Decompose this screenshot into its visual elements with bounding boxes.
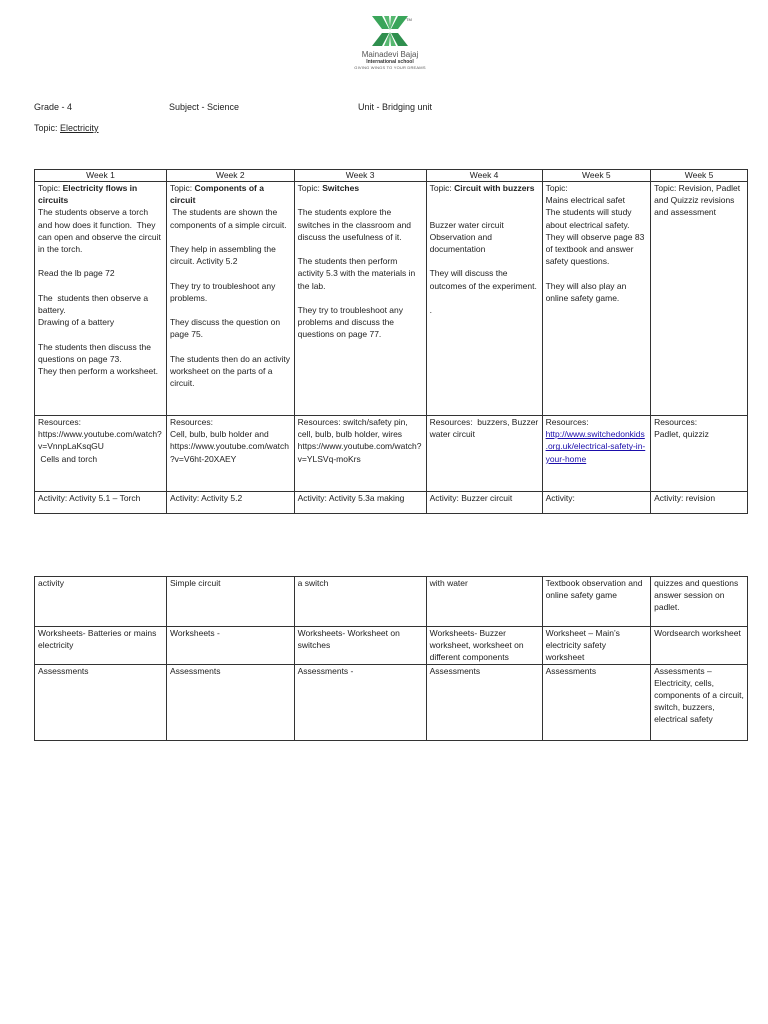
topic-note: Drawing of a battery xyxy=(38,317,115,328)
topic-prefix: Topic: xyxy=(38,183,63,193)
resources-cell xyxy=(294,416,426,492)
topic-cell xyxy=(35,182,167,416)
topic-note xyxy=(170,231,291,243)
topic-description: The students are shown the components of a simple circuit. xyxy=(169,207,287,230)
week-header: Week 2 xyxy=(166,170,294,182)
trademark-mark: TM xyxy=(406,17,412,22)
topic-cell xyxy=(651,182,748,416)
resource-line: Resources: switch/safety pin, cell, bulb, bulb holder, wires https://www.youtube.com/watch?v=YLSVq-moKrs xyxy=(297,417,422,464)
topic-note: They will discuss the outcomes of the experiment. xyxy=(429,268,537,291)
topic-note xyxy=(170,267,291,279)
school-tagline: GIVING WINGS TO YOUR DREAMS xyxy=(354,65,426,70)
topic-prefix: Topic: xyxy=(297,183,323,193)
butterfly-logo-icon xyxy=(370,14,410,48)
resource-line: Cell, bulb, bulb holder and https://www.youtube.com/watch?v=V6ht-20XAEY xyxy=(169,429,290,464)
table-cell: Assessments - xyxy=(294,664,426,740)
topic-prefix: Topic: xyxy=(545,183,568,193)
grade-label: Grade - 4 xyxy=(34,102,73,112)
table-cell: Textbook observation and online safety game xyxy=(542,577,651,627)
weekly-plan-table-continued xyxy=(34,576,748,741)
topic-cell xyxy=(294,182,426,416)
topic-note xyxy=(38,280,163,292)
topic-cell xyxy=(166,182,294,416)
table-cell: with water xyxy=(426,577,542,627)
table-cell: Worksheet – Main’s electricity safety worksheet xyxy=(542,627,651,665)
topic-line xyxy=(34,123,99,133)
topic-note: Buzzer water circuit xyxy=(429,219,504,230)
resource-line: https://www.youtube.com/watch?v=VnnpLaKsqGU xyxy=(38,429,162,452)
topic-heading xyxy=(298,182,423,194)
topic-note: The students then do an activity worksheet on the parts of a circuit. xyxy=(169,353,293,389)
table-cell: Simple circuit xyxy=(166,577,294,627)
activity-cell: Activity: revision xyxy=(651,492,748,514)
resources-cell xyxy=(542,416,651,492)
topic-note xyxy=(430,206,539,218)
activity-cell: Activity: xyxy=(542,492,651,514)
resources-row xyxy=(35,416,748,492)
resource-line: Resources: xyxy=(38,417,81,427)
topic-prefix: Topic: Revision, Padlet and Quizziz revisions and assessment xyxy=(654,183,743,218)
topic-title: Switches xyxy=(322,183,360,193)
resource-line: Padlet, quizziz xyxy=(654,429,709,440)
table-cell: quizzes and questions answer session on padlet. xyxy=(651,577,748,627)
resources-cell xyxy=(35,416,167,492)
topic-note xyxy=(430,194,539,206)
topic-note: Observation and documentation xyxy=(429,231,495,254)
table-cell: Assessments xyxy=(35,664,167,740)
topic-note: The students then perform activity 5.3 with the materials in the lab. xyxy=(297,256,418,291)
topic-description: Mains electrical safet xyxy=(545,195,625,206)
table-cell: a switch xyxy=(294,577,426,627)
activity-cell: Activity: Buzzer circuit xyxy=(426,492,542,514)
topic-heading xyxy=(430,182,539,194)
weekly-plan-table xyxy=(34,169,748,514)
topic-note: . xyxy=(429,304,432,315)
topic-note: They help in assembling the circuit. Activity 5.2 xyxy=(169,244,279,267)
topic-cell xyxy=(426,182,542,416)
topic-note xyxy=(298,243,423,255)
resources-cell xyxy=(426,416,542,492)
table-cell: Worksheets- Buzzer worksheet, worksheet on different components xyxy=(426,627,542,665)
topic-value: Electricity xyxy=(60,123,99,133)
topic-note xyxy=(298,194,423,206)
activity-continued-row xyxy=(35,577,748,627)
topic-title: Circuit with buzzers xyxy=(454,183,535,193)
topic-note: The students then discuss the questions on page 73. xyxy=(38,341,154,364)
week-header: Week 5 xyxy=(542,170,651,182)
topic-note xyxy=(546,267,648,279)
school-name: Mainadevi Bajaj xyxy=(361,50,419,59)
topic-note: The students explore the switches in the classroom and discuss the usefulness of it. xyxy=(297,207,414,242)
topic-title: Components of a circuit xyxy=(169,183,267,206)
table-cell: Assessments – Electricity, cells, components of a circuit, switch, buzzers, electrical safety xyxy=(651,664,748,740)
resource-line: Cells and torch xyxy=(38,453,98,464)
worksheets-row xyxy=(35,627,748,665)
table-cell: Wordsearch worksheet xyxy=(651,627,748,665)
topic-heading xyxy=(546,182,648,194)
school-subtitle: International school xyxy=(366,59,414,65)
topic-note: They then perform a worksheet. xyxy=(38,366,159,376)
topic-note xyxy=(38,328,163,340)
topic-heading xyxy=(38,182,163,206)
topic-row xyxy=(35,182,748,416)
topic-heading xyxy=(170,182,291,206)
resource-line: Resources: buzzers, Buzzer water circuit xyxy=(429,417,541,440)
table-cell: Worksheets - xyxy=(166,627,294,665)
topic-note xyxy=(430,292,539,304)
school-logo xyxy=(340,14,440,71)
resource-line: Resources: xyxy=(545,417,589,427)
resources-cell xyxy=(651,416,748,492)
assessments-row xyxy=(35,664,748,740)
topic-note xyxy=(430,255,539,267)
topic-note: The students then observe a battery. xyxy=(38,292,151,315)
table-cell: activity xyxy=(35,577,167,627)
week-header: Week 5 xyxy=(651,170,748,182)
activity-cell: Activity: Activity 5.1 – Torch xyxy=(35,492,167,514)
week-header: Week 1 xyxy=(35,170,167,182)
topic-heading xyxy=(654,182,744,219)
topic-note xyxy=(170,341,291,353)
resource-line: Resources: xyxy=(169,417,213,427)
table-cell: Worksheets- Batteries or mains electricity xyxy=(35,627,167,665)
topic-note: The students will study about electrical safety. They will observe page 83 of textbook and answer safety questions. xyxy=(545,207,647,267)
topic-cell xyxy=(542,182,651,416)
topic-label: Topic: xyxy=(34,123,61,133)
topic-note: They try to troubleshoot any problems. xyxy=(169,280,278,303)
topic-note xyxy=(298,292,423,304)
topic-note: They try to troubleshoot any problems and discuss the questions on page 77. xyxy=(297,304,406,340)
table-cell: Assessments xyxy=(426,664,542,740)
topic-prefix: Topic: xyxy=(429,183,455,193)
resource-line: Resources: xyxy=(654,417,698,427)
resource-link[interactable]: http://www.switchedonkids.org.uk/electrical-safety-in-your-home xyxy=(545,429,646,464)
unit-label: Unit - Bridging unit xyxy=(358,102,433,112)
table-cell: Assessments xyxy=(542,664,651,740)
topic-description: The students observe a torch and how does it function. They can open and observe the circuit in the torch. xyxy=(38,207,164,255)
topic-note: They discuss the question on page 75. xyxy=(169,317,283,340)
topic-note: Read the lb page 72 xyxy=(38,268,115,279)
table-cell: Assessments xyxy=(166,664,294,740)
resources-cell xyxy=(166,416,294,492)
week-header: Week 3 xyxy=(294,170,426,182)
activity-cell: Activity: Activity 5.3a making xyxy=(294,492,426,514)
table-cell: Worksheets- Worksheet on switches xyxy=(294,627,426,665)
topic-note: They will also play an online safety game. xyxy=(545,280,629,303)
topic-prefix: Topic: xyxy=(169,183,195,193)
week-header: Week 4 xyxy=(426,170,542,182)
subject-label: Subject - Science xyxy=(169,102,240,112)
topic-title: Electricity flows in circuits xyxy=(38,183,140,206)
topic-note xyxy=(38,255,163,267)
activity-cell: Activity: Activity 5.2 xyxy=(166,492,294,514)
header-row xyxy=(35,170,748,182)
topic-note xyxy=(170,304,291,316)
activity-row xyxy=(35,492,748,514)
